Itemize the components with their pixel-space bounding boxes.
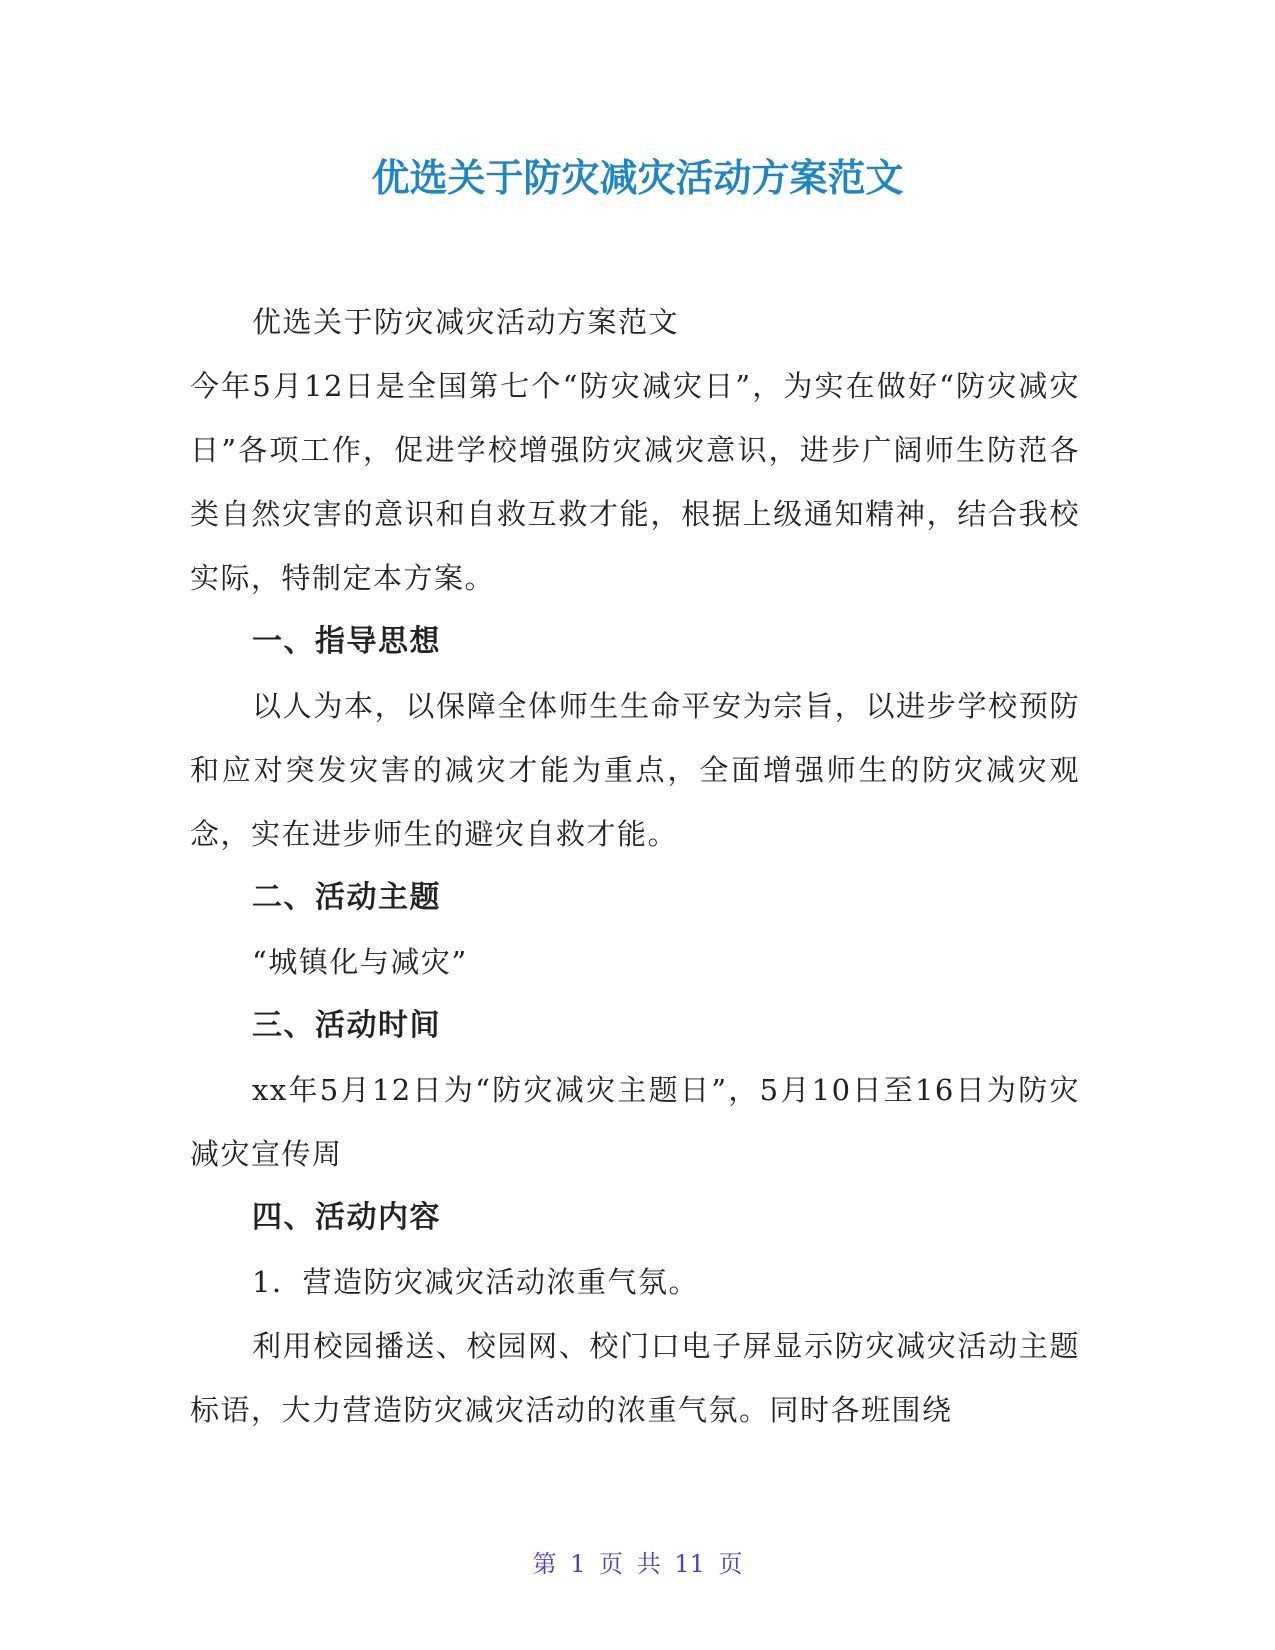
document-body [190,290,1080,1442]
paragraph-guiding-thought: 以人为本，以保障全体师生生命平安为宗旨，以进步学校预防和应对突发灾害的减灾才能为重点，全面增强师生的防灾减灾观念，实在进步师生的避灾自救才能。 [190,689,1080,851]
paragraph-intro: 今年5月12日是全国第七个“防灾减灾日”，为实在做好“防灾减灾日”各项工作，促进学校增强防灾减灾意识，进步广阔师生防范各类自然灾害的意识和自救互救才能，根据上级通知精神，结合我校实际，特制定本方案。 [190,369,1080,595]
footer-label-total-unit: 页 [718,1550,743,1578]
paragraph-subtitle: 优选关于防灾减灾活动方案范文 [252,305,680,339]
section-heading-guiding-thought: 一、指导思想 [252,624,441,659]
section-heading-theme: 二、活动主题 [252,880,441,915]
section-heading-content: 四、活动内容 [252,1200,441,1235]
paragraph-theme: “城镇化与减灾” [252,945,468,979]
footer-label-total: 共 [636,1550,661,1578]
footer-label-page-unit: 页 [599,1550,624,1578]
paragraph-content-detail: 利用校园播送、校园网、校门口电子屏显示防灾减灾活动主题标语，大力营造防灾减灾活动的浓重气氛。同时各班围绕 [190,1329,1080,1427]
footer-total-pages: 11 [674,1550,705,1578]
section-heading-time: 三、活动时间 [252,1008,441,1043]
paragraph-time: xx年5月12日为“防灾减灾主题日”，5月10日至16日为防灾减灾宣传周 [190,1073,1080,1171]
footer-current-page: 1 [570,1550,586,1578]
paragraph-content-item-1: 1．营造防灾减灾活动浓重气氛。 [252,1265,699,1299]
page-footer [0,1548,1275,1580]
footer-label-page: 第 [532,1550,557,1578]
page-title: 优选关于防灾减灾活动方案范文 [371,156,904,200]
